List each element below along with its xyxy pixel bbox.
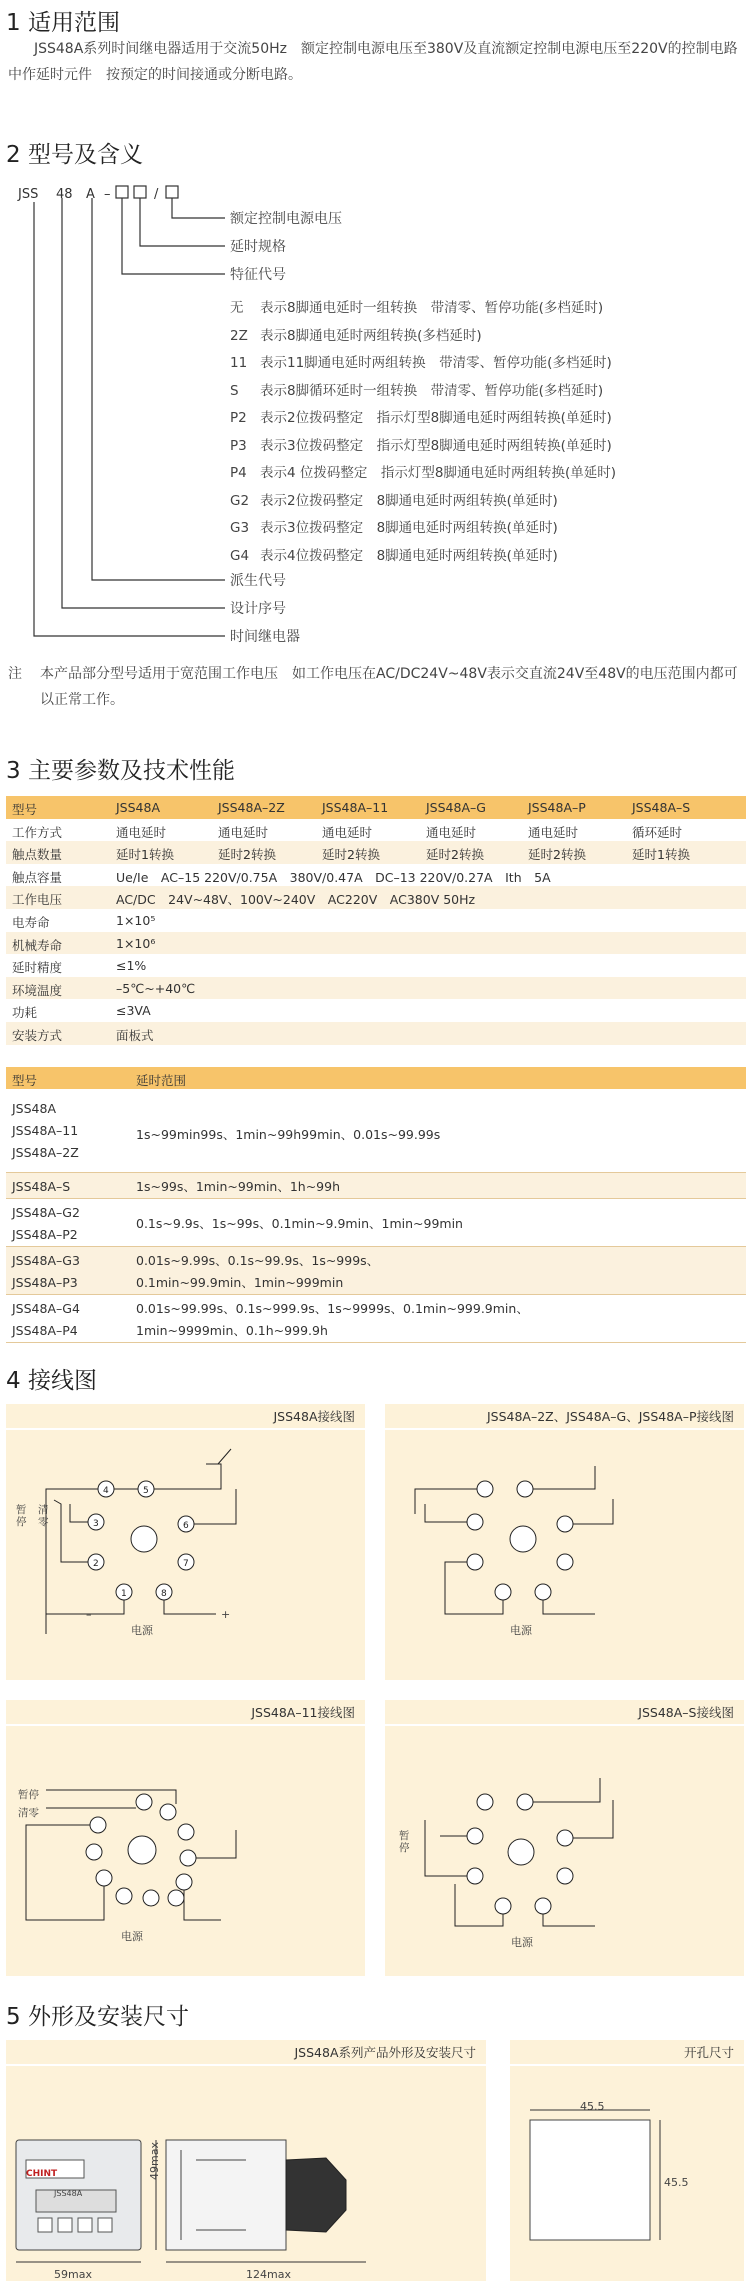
label-power: 电源 <box>510 1624 532 1637</box>
feature-code: G2 <box>230 492 250 509</box>
table-cell: 通电延时 <box>116 824 167 840</box>
table-cell: JSS48A–2Z <box>218 800 285 815</box>
feature-row <box>230 296 603 316</box>
label-power: 电源 <box>511 1936 533 1949</box>
feature-desc: 表示3位拨码整定 指示灯型8脚通电延时两组转换(单延时) <box>260 437 612 454</box>
range-cell: 1s~99s、1min~99min、1h~99h <box>136 1179 341 1194</box>
device-model: JSS48A <box>54 2189 83 2198</box>
feature-code: P3 <box>230 437 247 454</box>
section-2-title: 2 型号及含义 <box>6 142 143 168</box>
outline-panel <box>6 2040 486 2281</box>
code-48: 48 <box>56 187 73 202</box>
meaning-delay-spec: 延时规格 <box>230 239 286 255</box>
range-cell: 0.01s~99.99s、0.1s~999.9s、1s~9999s、0.1min~999.9min、 <box>136 1301 529 1316</box>
range-cell: 1min~9999min、0.1h~999.9h <box>136 1323 328 1338</box>
table-cell: ≤1% <box>116 958 147 974</box>
feature-desc: 表示3位拨码整定 8脚通电延时两组转换(单延时) <box>260 520 558 536</box>
feature-desc: 表示8脚通电延时一组转换 带清零、暂停功能(多档延时) <box>260 300 604 316</box>
model-cell: JSS48A–P4 <box>12 1323 78 1338</box>
note-text: 本产品部分型号适用于宽范围工作电压 如工作电压在AC/DC24V~48V表示交直流24V至48V的电压范围内都可以正常工作。 <box>40 666 738 708</box>
feature-code: 2Z <box>230 327 248 344</box>
table-row <box>6 1247 746 1295</box>
table-cell: 通电延时 <box>426 824 477 840</box>
range-cell: 0.1min~99.9min、1min~999min <box>136 1275 344 1290</box>
table-row <box>6 819 746 842</box>
meaning-design-no: 设计序号 <box>230 601 286 617</box>
cutout-drawing <box>510 2040 744 2281</box>
feature-code: P4 <box>230 465 247 481</box>
outline-drawing <box>6 2040 486 2281</box>
panel-title: JSS48A–2Z、JSS48A–G、JSS48A–P接线图 <box>486 1409 734 1424</box>
svg-text:8: 8 <box>161 1589 167 1599</box>
table-row <box>6 864 746 887</box>
cutout-panel <box>510 2040 744 2281</box>
model-cell: JSS48A–P2 <box>12 1227 78 1242</box>
label-plus: + <box>221 1608 231 1621</box>
table-cell: 电寿命 <box>12 915 50 930</box>
wiring-panel-2z-g-p <box>385 1404 744 1680</box>
table-cell: 功耗 <box>12 1005 38 1021</box>
table-row <box>6 841 746 864</box>
model-cell: JSS48A–P3 <box>12 1275 78 1290</box>
feature-row <box>230 324 482 344</box>
wiring-panel-jss48a <box>6 1404 365 1680</box>
cutout-height: 45.5 <box>664 2176 689 2189</box>
feature-code: G3 <box>230 520 250 536</box>
wiring-diagram-2z <box>385 1404 744 1680</box>
table-cell: ≤3VA <box>116 1003 151 1019</box>
table-cell: 环境温度 <box>12 982 63 998</box>
table-header <box>6 1067 746 1089</box>
table-cell: 通电延时 <box>528 824 579 840</box>
table-row <box>6 1173 746 1199</box>
svg-text:5: 5 <box>143 1486 149 1496</box>
meaning-relay: 时间继电器 <box>230 629 300 645</box>
table-cell: 安装方式 <box>12 1028 63 1043</box>
table-cell: 延时2转换 <box>528 847 586 863</box>
label-pause: 暂停 <box>18 1789 39 1801</box>
table-cell: 1×10⁶ <box>116 935 156 951</box>
wiring-panel-s <box>385 1700 744 1976</box>
feature-desc: 表示11脚通电延时两组转换 带清零、暂停功能(多档延时) <box>260 355 612 371</box>
label-minus: – <box>86 1608 92 1621</box>
feature-row <box>230 406 612 426</box>
section-4-title: 4 接线图 <box>6 1368 97 1394</box>
svg-text:6: 6 <box>183 1521 189 1531</box>
feature-row <box>230 351 612 371</box>
section-1-text: JSS48A系列时间继电器适用于交流50Hz 额定控制电源电压至380V及直流额定控制电源电压至220V的控制电路中作延时元件 按预定的时间接通或分断电路。 <box>8 41 738 83</box>
spec-table <box>6 796 746 1052</box>
table-cell: 工作方式 <box>12 824 63 840</box>
model-cell: JSS48A–2Z <box>12 1145 79 1160</box>
code-jss: JSS <box>18 187 39 202</box>
table-cell: 型号 <box>12 1073 38 1088</box>
table-cell: 型号 <box>12 802 38 817</box>
svg-text:3: 3 <box>93 1519 99 1529</box>
feature-code: S <box>230 382 239 399</box>
table-cell: 面板式 <box>116 1028 154 1043</box>
model-cell: JSS48A <box>12 1101 57 1116</box>
table-row <box>6 932 746 955</box>
feature-row <box>230 434 612 454</box>
feature-row <box>230 461 616 481</box>
table-cell: 通电延时 <box>322 824 373 840</box>
table-cell: 延时精度 <box>12 960 63 976</box>
table-header <box>6 796 746 819</box>
panel-title: JSS48A–S接线图 <box>638 1705 734 1720</box>
feature-row <box>230 516 558 536</box>
feature-desc: 表示4位拨码整定 8脚通电延时两组转换(单延时) <box>260 547 558 564</box>
feature-code: 无 <box>230 300 244 316</box>
table-row <box>6 1295 746 1343</box>
wiring-diagram-jss48a <box>6 1404 365 1680</box>
code-slash: / <box>154 187 159 202</box>
label-pause: 暂停 <box>16 1504 27 1528</box>
panel-title: JSS48A系列产品外形及安装尺寸 <box>294 2045 476 2060</box>
wiring-diagram-11 <box>6 1700 365 1976</box>
meaning-derivative: 派生代号 <box>230 573 286 589</box>
brand-logo: CHINT <box>26 2169 58 2179</box>
wiring-diagram-s <box>385 1700 744 1976</box>
feature-code: 11 <box>230 355 248 371</box>
table-row <box>6 886 746 909</box>
panel-title: 开孔尺寸 <box>683 2045 734 2060</box>
range-cell: 0.1s~9.9s、1s~99s、0.1min~9.9min、1min~99min <box>136 1216 463 1231</box>
meaning-feature-code: 特征代号 <box>230 267 286 283</box>
table-cell: JSS48A <box>116 800 161 815</box>
feature-desc: 表示4 位拨码整定 指示灯型8脚通电延时两组转换(单延时) <box>260 465 617 481</box>
range-cell: 1s~99min99s、1min~99h99min、0.01s~99.99s <box>136 1127 441 1142</box>
feature-code: G4 <box>230 547 250 564</box>
table-cell: AC/DC 24V~48V、100V~240V AC220V AC380V 50Hz <box>116 892 476 908</box>
range-table <box>6 1067 746 1342</box>
feature-desc: 表示8脚循环延时一组转换 带清零、暂停功能(多档延时) <box>260 382 604 399</box>
model-cell: JSS48A–G3 <box>12 1253 80 1268</box>
table-cell: JSS48A–S <box>632 800 691 815</box>
table-cell: 机械寿命 <box>12 937 63 953</box>
table-cell: 触点容量 <box>12 869 63 885</box>
feature-row <box>230 379 603 399</box>
table-cell: 延时2转换 <box>322 847 380 863</box>
label-clear: 清零 <box>38 1504 49 1528</box>
feature-code: P2 <box>230 410 247 426</box>
label-power: 电源 <box>121 1930 143 1943</box>
table-cell: –5℃~+40℃ <box>116 980 196 996</box>
table-cell: JSS48A–G <box>426 800 486 815</box>
label-power: 电源 <box>131 1624 153 1637</box>
table-cell: Ue/Ie AC–15 220V/0.75A 380V/0.47A DC–13 220V/0.27A Ith 5A <box>116 869 551 885</box>
table-cell: 延时2转换 <box>426 847 484 863</box>
table-row <box>6 977 746 1000</box>
feature-desc: 表示2位拨码整定 8脚通电延时两组转换(单延时) <box>260 492 558 509</box>
table-cell: 1×10⁵ <box>116 913 156 928</box>
table-row <box>6 1022 746 1045</box>
table-cell: 延时2转换 <box>218 847 276 863</box>
table-row <box>6 909 746 932</box>
table-row <box>6 1199 746 1247</box>
section-1-title: 1 适用范围 <box>6 10 120 36</box>
table-cell: 触点数量 <box>12 847 63 863</box>
svg-text:7: 7 <box>183 1559 189 1569</box>
table-cell: 循环延时 <box>632 824 683 840</box>
cutout-width: 45.5 <box>580 2100 605 2113</box>
panel-title: JSS48A接线图 <box>273 1409 355 1424</box>
table-cell: 通电延时 <box>218 824 269 840</box>
code-a: A <box>86 187 95 202</box>
dim-depth: 124max <box>246 2268 291 2281</box>
svg-text:1: 1 <box>121 1589 127 1599</box>
section-3-title: 3 主要参数及技术性能 <box>6 758 235 784</box>
dim-width: 59max <box>54 2268 92 2281</box>
table-cell: 工作电压 <box>12 892 63 908</box>
feature-row <box>230 489 558 509</box>
dim-height: 49max <box>148 2142 161 2180</box>
model-cell: JSS48A–11 <box>12 1123 79 1138</box>
range-cell: 0.01s~9.99s、0.1s~99.9s、1s~999s、 <box>136 1253 380 1268</box>
table-cell: 延时范围 <box>136 1073 187 1088</box>
model-cell: JSS48A–G4 <box>12 1301 80 1316</box>
table-cell: 延时1转换 <box>632 847 690 863</box>
table-row <box>6 999 746 1022</box>
section-5-title: 5 外形及安装尺寸 <box>6 2004 189 2030</box>
feature-desc: 表示8脚通电延时两组转换(多档延时) <box>260 327 482 344</box>
model-cell: JSS48A–G2 <box>12 1205 80 1220</box>
label-clear: 清零 <box>18 1807 39 1819</box>
feature-desc: 表示2位拨码整定 指示灯型8脚通电延时两组转换(单延时) <box>260 410 612 426</box>
code-dash: – <box>104 187 111 202</box>
feature-row <box>230 544 558 564</box>
table-cell: JSS48A–P <box>528 800 586 815</box>
table-cell: JSS48A–11 <box>322 800 389 815</box>
panel-title: JSS48A–11接线图 <box>251 1705 355 1720</box>
label-pause: 暂停 <box>399 1830 410 1854</box>
svg-text:4: 4 <box>103 1486 109 1496</box>
meaning-voltage: 额定控制电源电压 <box>230 211 342 227</box>
note-label: 注 <box>8 666 22 682</box>
svg-text:2: 2 <box>93 1559 99 1569</box>
table-row <box>6 1095 746 1173</box>
wiring-panel-11 <box>6 1700 365 1976</box>
table-row <box>6 954 746 977</box>
model-cell: JSS48A–S <box>12 1179 71 1194</box>
table-cell: 延时1转换 <box>116 847 174 863</box>
